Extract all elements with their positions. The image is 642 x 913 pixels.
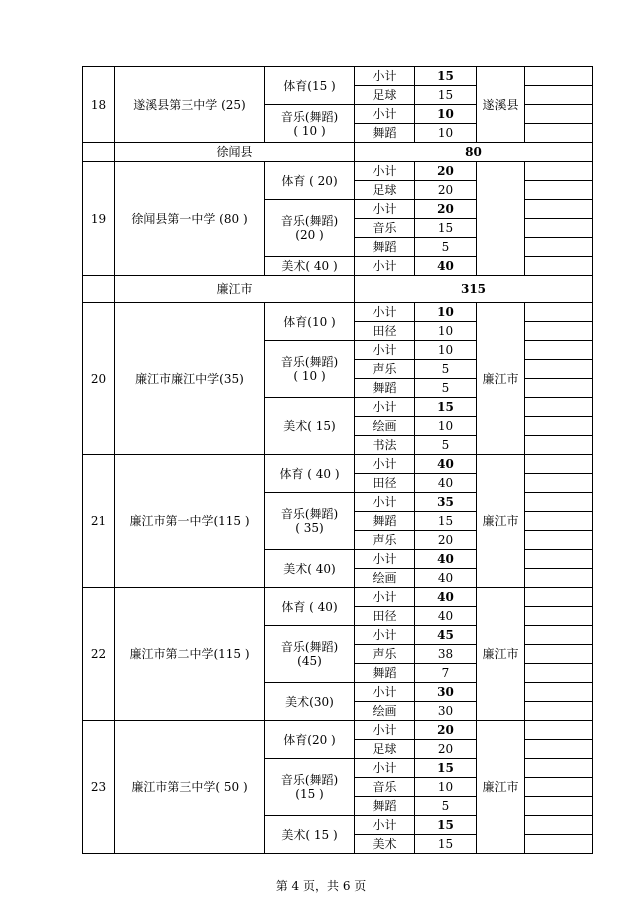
item-count: 15 [415, 67, 477, 86]
subject-label: 体育(20 ) [283, 732, 336, 747]
blank-cell [525, 398, 593, 417]
subject-quota: ( 35) [295, 521, 324, 535]
subject-label: 美术( 15 ) [281, 827, 338, 842]
item-count: 20 [415, 162, 477, 181]
table-row [83, 721, 593, 740]
blank-cell [525, 86, 593, 105]
item-count: 35 [415, 493, 477, 512]
blank-cell [525, 531, 593, 550]
region-name: 廉江市 [115, 276, 355, 303]
item-name: 足球 [355, 86, 415, 105]
item-name: 美术 [355, 835, 415, 854]
subject-label: 美术( 15) [283, 419, 336, 433]
table-row [83, 455, 593, 474]
school-name: 徐闻县第一中学 (80 ) [115, 162, 265, 276]
item-name: 音乐 [355, 219, 415, 238]
subject-label: 音乐(舞蹈) [280, 773, 339, 787]
county-cell: 廉江市 [477, 303, 525, 455]
subject-cell [265, 67, 355, 105]
item-count: 10 [415, 322, 477, 341]
item-name: 舞蹈 [355, 238, 415, 257]
table-row [83, 588, 593, 607]
item-name: 声乐 [355, 360, 415, 379]
item-name: 小计 [355, 493, 415, 512]
county-cell: 廉江市 [477, 588, 525, 721]
subject-label: 体育 ( 40) [281, 599, 338, 614]
item-name: 田径 [355, 322, 415, 341]
school-no: 23 [83, 721, 115, 854]
subject-label: 美术( 40) [283, 561, 336, 576]
school-no: 18 [83, 67, 115, 143]
subject-cell [265, 721, 355, 759]
blank-cell [525, 379, 593, 398]
blank-cell [525, 778, 593, 797]
blank-cell [525, 512, 593, 531]
item-count: 15 [415, 398, 477, 417]
item-count: 20 [415, 531, 477, 550]
blank-cell [525, 322, 593, 341]
item-name: 小计 [355, 398, 415, 417]
item-count: 15 [415, 512, 477, 531]
region-no-cell [83, 143, 115, 162]
item-count: 15 [415, 219, 477, 238]
region-row [83, 143, 593, 162]
county-cell [477, 162, 525, 276]
blank-cell [525, 721, 593, 740]
subject-cell [265, 550, 355, 588]
item-name: 舞蹈 [355, 797, 415, 816]
item-count: 10 [415, 303, 477, 322]
school-name: 廉江市第二中学(115 ) [115, 588, 265, 721]
item-count: 5 [415, 797, 477, 816]
item-count: 40 [415, 569, 477, 588]
blank-cell [525, 257, 593, 276]
item-count: 40 [415, 455, 477, 474]
item-name: 小计 [355, 67, 415, 86]
school-no: 21 [83, 455, 115, 588]
blank-cell [525, 683, 593, 702]
item-count: 38 [415, 645, 477, 664]
blank-cell [525, 835, 593, 854]
county-cell: 廉江市 [477, 455, 525, 588]
item-count: 10 [415, 124, 477, 143]
blank-cell [525, 341, 593, 360]
subject-cell [265, 816, 355, 854]
school-no: 19 [83, 162, 115, 276]
blank-cell [525, 759, 593, 778]
subject-label: 音乐(舞蹈) [280, 640, 339, 654]
subject-cell [265, 626, 355, 683]
blank-cell [525, 162, 593, 181]
subject-cell [265, 105, 355, 143]
table-body [83, 67, 593, 854]
blank-cell [525, 816, 593, 835]
item-count: 5 [415, 238, 477, 257]
item-name: 小计 [355, 759, 415, 778]
item-name: 小计 [355, 455, 415, 474]
item-count: 30 [415, 702, 477, 721]
blank-cell [525, 455, 593, 474]
subject-cell [265, 200, 355, 257]
item-count: 7 [415, 664, 477, 683]
blank-cell [525, 569, 593, 588]
item-name: 小计 [355, 588, 415, 607]
subject-quota: ( 10 ) [293, 369, 326, 383]
item-count: 40 [415, 588, 477, 607]
subject-cell [265, 683, 355, 721]
blank-cell [525, 303, 593, 322]
subject-quota: (20 ) [295, 228, 324, 242]
blank-cell [525, 200, 593, 219]
blank-cell [525, 436, 593, 455]
subject-quota: (15 ) [295, 787, 324, 801]
item-count: 30 [415, 683, 477, 702]
county-cell: 遂溪县 [477, 67, 525, 143]
item-count: 40 [415, 607, 477, 626]
item-name: 舞蹈 [355, 512, 415, 531]
school-name: 廉江市廉江中学(35) [115, 303, 265, 455]
item-name: 小计 [355, 200, 415, 219]
item-count: 45 [415, 626, 477, 645]
subject-label: 体育 ( 40 ) [279, 466, 340, 481]
table-row [83, 303, 593, 322]
subject-cell [265, 303, 355, 341]
blank-cell [525, 626, 593, 645]
school-no: 22 [83, 588, 115, 721]
item-name: 小计 [355, 303, 415, 322]
item-name: 小计 [355, 257, 415, 276]
item-name: 舞蹈 [355, 379, 415, 398]
blank-cell [525, 105, 593, 124]
item-name: 足球 [355, 740, 415, 759]
blank-cell [525, 124, 593, 143]
subject-quota: (45) [297, 654, 322, 668]
subject-label: 音乐(舞蹈) [280, 109, 339, 124]
blank-cell [525, 219, 593, 238]
subject-label: 美术( 40 ) [281, 259, 338, 273]
page-footer: 第 4 页，共 6 页 [275, 879, 367, 893]
subject-label: 体育(10 ) [283, 314, 336, 329]
item-name: 小计 [355, 341, 415, 360]
item-name: 田径 [355, 474, 415, 493]
item-count: 10 [415, 778, 477, 797]
subject-cell [265, 493, 355, 550]
item-count: 20 [415, 721, 477, 740]
blank-cell [525, 645, 593, 664]
item-name: 田径 [355, 607, 415, 626]
subject-cell [265, 341, 355, 398]
item-name: 书法 [355, 436, 415, 455]
item-count: 20 [415, 200, 477, 219]
region-no-cell [83, 276, 115, 303]
blank-cell [525, 740, 593, 759]
item-name: 小计 [355, 550, 415, 569]
blank-cell [525, 664, 593, 683]
item-count: 10 [415, 417, 477, 436]
subject-label: 音乐(舞蹈) [280, 507, 339, 521]
table-row [83, 162, 593, 181]
item-name: 绘画 [355, 569, 415, 588]
region-name: 徐闻县 [115, 143, 355, 162]
blank-cell [525, 360, 593, 379]
subject-cell [265, 759, 355, 816]
item-count: 15 [415, 835, 477, 854]
item-count: 20 [415, 740, 477, 759]
table-row [83, 67, 593, 86]
item-name: 声乐 [355, 531, 415, 550]
subject-cell [265, 588, 355, 626]
item-count: 15 [415, 759, 477, 778]
item-count: 40 [415, 550, 477, 569]
item-count: 40 [415, 257, 477, 276]
blank-cell [525, 607, 593, 626]
item-name: 小计 [355, 721, 415, 740]
item-count: 15 [415, 86, 477, 105]
subject-label: 音乐(舞蹈) [280, 355, 339, 369]
item-count: 5 [415, 360, 477, 379]
item-name: 小计 [355, 626, 415, 645]
item-count: 5 [415, 379, 477, 398]
item-count: 5 [415, 436, 477, 455]
school-name: 廉江市第三中学( 50 ) [115, 721, 265, 854]
item-name: 足球 [355, 181, 415, 200]
subject-cell [265, 257, 355, 276]
item-name: 舞蹈 [355, 664, 415, 683]
item-count: 20 [415, 181, 477, 200]
county-cell: 廉江市 [477, 721, 525, 854]
subject-label: 体育 ( 20) [281, 173, 338, 188]
school-name: 遂溪县第三中学 (25) [115, 67, 265, 143]
school-name: 廉江市第一中学(115 ) [115, 455, 265, 588]
subject-cell [265, 398, 355, 455]
region-row [83, 276, 593, 303]
blank-cell [525, 493, 593, 512]
blank-cell [525, 550, 593, 569]
item-count: 15 [415, 816, 477, 835]
blank-cell [525, 181, 593, 200]
blank-cell [525, 588, 593, 607]
subject-label: 美术(30) [285, 694, 334, 709]
enrollment-table [82, 66, 593, 854]
item-name: 舞蹈 [355, 124, 415, 143]
blank-cell [525, 702, 593, 721]
item-name: 小计 [355, 816, 415, 835]
region-total: 80 [355, 143, 593, 162]
item-count: 40 [415, 474, 477, 493]
item-name: 声乐 [355, 645, 415, 664]
item-name: 绘画 [355, 417, 415, 436]
blank-cell [525, 67, 593, 86]
region-total: 315 [355, 276, 593, 303]
item-name: 小计 [355, 162, 415, 181]
blank-cell [525, 797, 593, 816]
subject-label: 音乐(舞蹈) [280, 214, 339, 228]
item-name: 小计 [355, 105, 415, 124]
subject-label: 体育(15 ) [283, 78, 336, 93]
item-name: 绘画 [355, 702, 415, 721]
subject-quota: ( 10 ) [293, 123, 326, 138]
blank-cell [525, 238, 593, 257]
school-no: 20 [83, 303, 115, 455]
subject-cell [265, 455, 355, 493]
item-name: 小计 [355, 683, 415, 702]
item-count: 10 [415, 105, 477, 124]
item-name: 音乐 [355, 778, 415, 797]
subject-cell [265, 162, 355, 200]
item-count: 10 [415, 341, 477, 360]
blank-cell [525, 474, 593, 493]
blank-cell [525, 417, 593, 436]
